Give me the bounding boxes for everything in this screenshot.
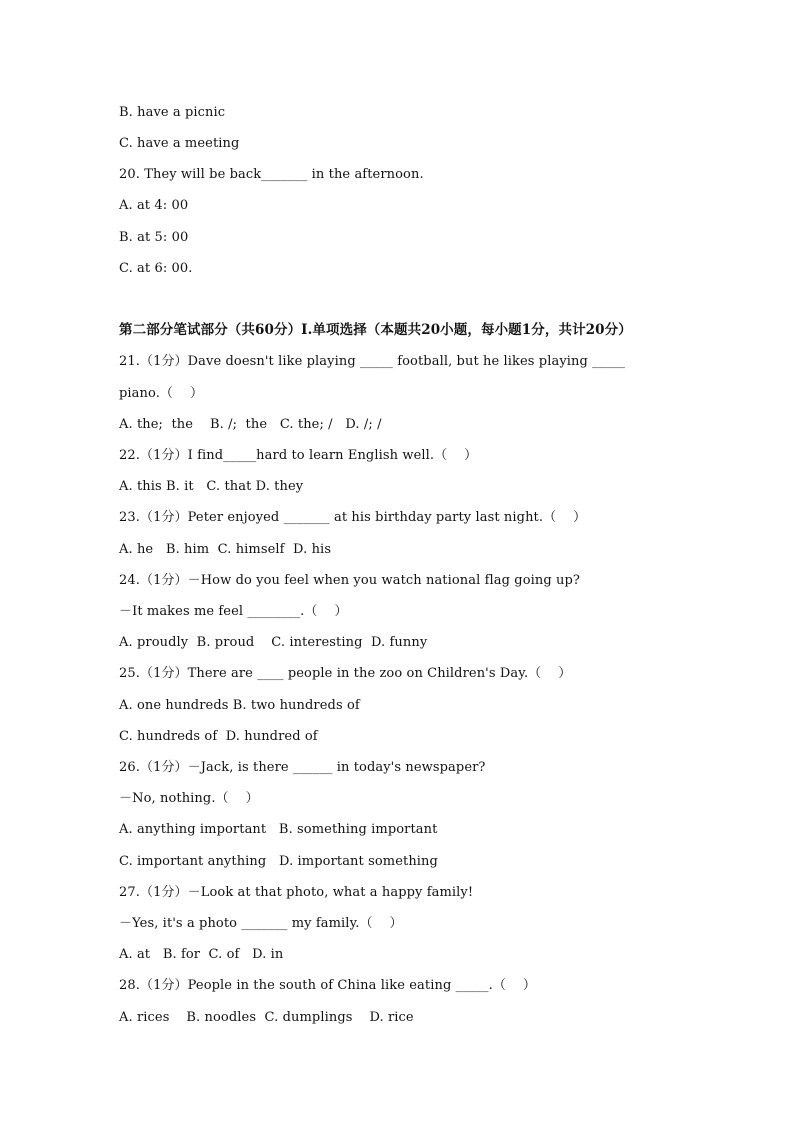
q19-option-c: C. have a meeting xyxy=(119,136,240,151)
q20-option-b: B. at 5: 00 xyxy=(119,230,189,245)
q26-question-cont: －No, nothing.（ ） xyxy=(119,791,259,806)
q24-options: A. proudly B. proud C. interesting D. funny xyxy=(119,635,428,650)
section-heading: 第二部分笔试部分（共60分）I.单项选择（本题共20小题，每小题1分，共计20分） xyxy=(119,322,632,338)
q22-question: 22.（1分）I find_____hard to learn English well.（ ） xyxy=(119,448,478,463)
q25-options-cd: C. hundreds of D. hundred of xyxy=(119,729,318,744)
q20-option-c: C. at 6: 00. xyxy=(119,261,193,276)
q28-question: 28.（1分）People in the south of China like eating _____.（ ） xyxy=(119,978,536,993)
q25-question: 25.（1分）There are ____ people in the zoo on Children's Day.（ ） xyxy=(119,666,572,681)
q22-options: A. this B. it C. that D. they xyxy=(119,479,304,494)
q23-options: A. he B. him C. himself D. his xyxy=(119,542,332,557)
q24-question-cont: －It makes me feel ________.（ ） xyxy=(119,604,348,619)
q21-question-cont: piano.（ ） xyxy=(119,386,204,401)
q20-option-a: A. at 4: 00 xyxy=(119,198,189,213)
q23-question: 23.（1分）Peter enjoyed _______ at his birthday party last night.（ ） xyxy=(119,510,587,525)
q26-question: 26.（1分）－Jack, is there ______ in today's newspaper? xyxy=(119,760,486,775)
q24-question: 24.（1分）－How do you feel when you watch national flag going up? xyxy=(119,573,580,588)
q27-options: A. at B. for C. of D. in xyxy=(119,947,284,962)
q26-options-cd: C. important anything D. important something xyxy=(119,854,438,869)
q27-question-cont: －Yes, it's a photo _______ my family.（ ） xyxy=(119,916,403,931)
q25-options-ab: A. one hundreds B. two hundreds of xyxy=(119,698,360,713)
q28-options: A. rices B. noodles C. dumplings D. rice xyxy=(119,1010,414,1025)
q20-question: 20. They will be back_______ in the afternoon. xyxy=(119,167,424,182)
q21-options: A. the; the B. /; the C. the; / D. /; / xyxy=(119,417,382,432)
q19-option-b: B. have a picnic xyxy=(119,105,226,120)
q27-question: 27.（1分）－Look at that photo, what a happy family! xyxy=(119,885,474,900)
q26-options-ab: A. anything important B. something important xyxy=(119,822,438,837)
q21-question: 21.（1分）Dave doesn't like playing _____ football, but he likes playing _____ xyxy=(119,354,626,369)
